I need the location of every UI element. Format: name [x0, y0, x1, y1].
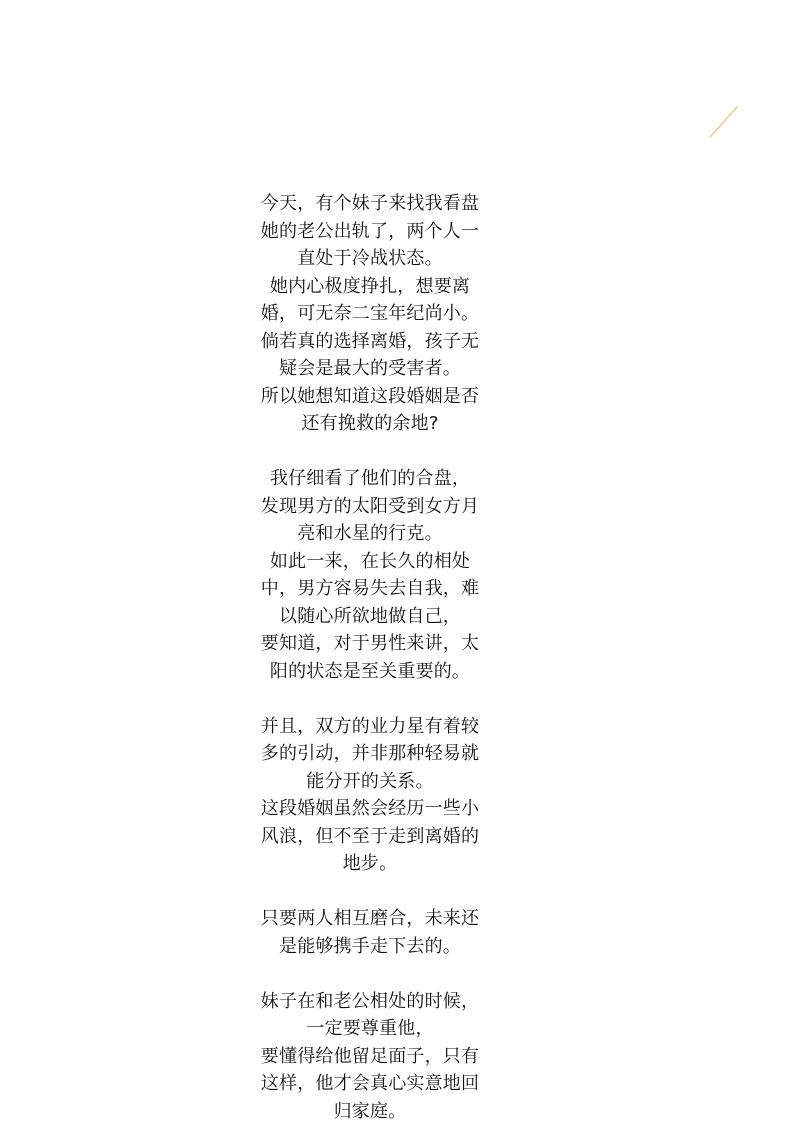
- text-line: 妹子在和老公相处的时候，: [260, 990, 480, 1012]
- text-line: 她内心极度挣扎，想要离: [269, 275, 471, 297]
- text-line: 地步。: [342, 853, 398, 874]
- text-line: 疑会是最大的受害者。: [279, 358, 461, 379]
- text-line: 以随心所欲地做自己，: [279, 605, 461, 627]
- text-line: 倘若真的选择离婚，孩子无: [260, 330, 480, 352]
- text-line: 一定要尊重他，: [306, 1018, 434, 1039]
- text-line: 是能够携手走下去的。: [279, 935, 461, 957]
- text-line: 要懂得给他留足面子，只有: [260, 1045, 480, 1067]
- text-line: 要知道，对于男性来讲，太: [260, 633, 480, 654]
- text-line: 还有挽救的余地?: [301, 413, 439, 434]
- text-line: 亮和水星的行克。: [297, 523, 443, 544]
- text-line: 婚，可无奈二宝年纪尚小。: [260, 303, 480, 324]
- text-line: 我仔细看了他们的合盘，: [269, 468, 471, 489]
- text-line: 只要两人相互磨合，未来还: [260, 908, 480, 929]
- text-line: 她的老公出轨了，两个人一: [260, 220, 480, 242]
- text-line: 并且，双方的业力星有着较: [260, 715, 480, 737]
- paragraph-spacer: [248, 438, 492, 466]
- article-body: [248, 190, 492, 1125]
- text-line: 阳的状态是至关重要的。: [269, 660, 471, 682]
- text-line: 多的引动，并非那种轻易就: [260, 743, 480, 764]
- text-line: 这段婚姻虽然会经历一些小: [260, 798, 480, 819]
- text-line: 如此一来，在长久的相处: [269, 550, 471, 572]
- paragraph-spacer: [248, 960, 492, 988]
- paragraph-spacer: [248, 685, 492, 713]
- text-line: 所以她想知道这段婚姻是否: [260, 385, 480, 407]
- text-line: 风浪，但不至于走到离婚的: [260, 825, 480, 847]
- text-line: 这样，他才会真心实意地回: [260, 1073, 480, 1094]
- text-line: 能分开的关系。: [306, 770, 434, 792]
- text-line: 直处于冷战状态。: [297, 248, 443, 269]
- text-line: 中，男方容易失去自我，难: [260, 578, 480, 599]
- text-line: 发现男方的太阳受到女方月: [260, 495, 480, 517]
- decorative-stroke: [708, 104, 740, 140]
- text-line: 归家庭。: [333, 1100, 407, 1122]
- text-line: 今天，有个妹子来找我看盘: [260, 193, 480, 214]
- paragraph-spacer: [248, 878, 492, 906]
